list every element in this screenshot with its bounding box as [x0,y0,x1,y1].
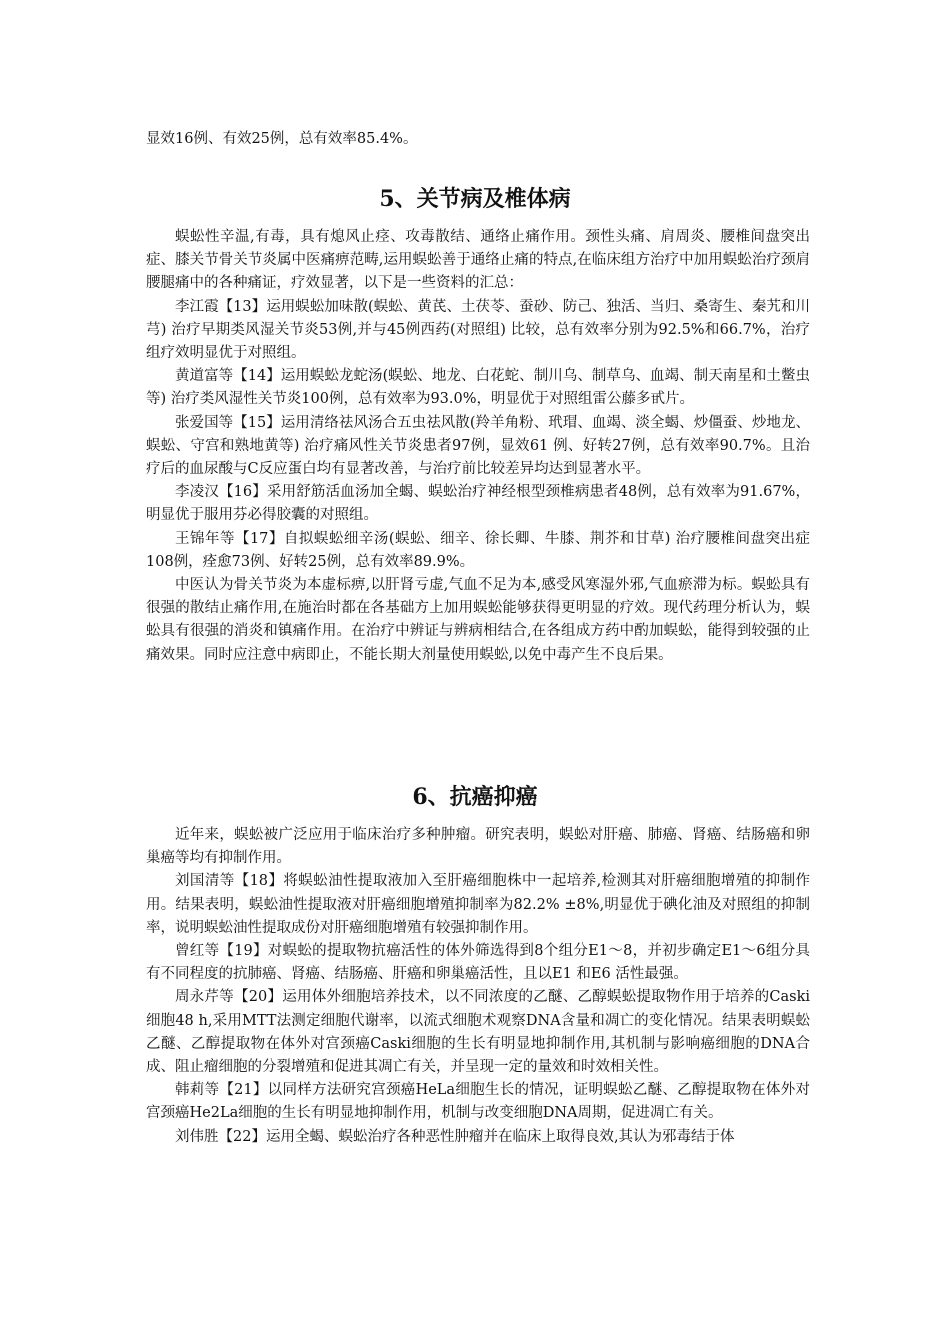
paragraph: 中医认为骨关节炎为本虚标痹,以肝肾亏虚,气血不足为本,感受风寒湿外邪,气血瘀滞为标。蜈蚣具有很强的散结止痛作用,在施治时都在各基础方上加用蜈蚣能够获得更明显的疗效。现代药理分析认为，蜈蚣具有很强的消炎和镇痛作用。在治疗中辨证与辨病相结合,在各组成方药中酌加蜈蚣，能得到较强的止痛效果。同时应注意中病即止，不能长期大剂量使用蜈蚣,以免中毒产生不良后果。 [146,577,810,663]
section-6-title: 6、抗癌抑癌 [412,784,538,810]
paragraph: 近年来，蜈蚣被广泛应用于临床治疗多种肿瘤。研究表明，蜈蚣对肝癌、肺癌、肾癌、结肠癌和卵巢癌等均有抑制作用。 [146,827,810,867]
paragraph: 李江霞【13】运用蜈蚣加味散(蜈蚣、黄芪、土茯苓、蚕砂、防己、独活、当归、桑寄生、秦艽和川芎) 治疗早期类风湿关节炎53例,并与45例西药(对照组) 比较，总有效率分别为92.5%和66.7%，治疗组疗效明显优于对照组。 [146,298,810,362]
paragraph: 王锦年等【17】自拟蜈蚣细辛汤(蜈蚣、细辛、徐长卿、牛膝、荆芥和甘草) 治疗腰椎间盘突出症108例，痊愈73例、好转25例，总有效率89.9%。 [146,530,810,570]
paragraph: 李凌汉【16】采用舒筋活血汤加全蝎、蜈蚣治疗神经根型颈椎病患者48例，总有效率为91.67%，明显优于服用芬必得胶囊的对照组。 [146,484,810,524]
continuation-block [146,128,810,151]
paragraph: 曾红等【19】对蜈蚣的提取物抗癌活性的体外筛选得到8个组分E1～8，并初步确定E1～6组分具有不同程度的抗肺癌、肾癌、结肠癌、肝癌和卵巢癌活性，且以E1 和E6 活性最强。 [146,943,810,983]
continuation-line: 显效16例、有效25例，总有效率85.4%。 [146,131,418,147]
paragraph: 蜈蚣性辛温,有毒，具有熄风止痉、攻毒散结、通络止痛作用。颈性头痛、肩周炎、腰椎间盘突出症、膝关节骨关节炎属中医痛痹范畴,运用蜈蚣善于通络止痛的特点,在临床组方治疗中加用蜈蚣治疗颈肩腰腿痛中的各种痛证，疗效显著，以下是一些资料的汇总： [146,229,810,292]
paragraph: 周永芹等【20】运用体外细胞培养技术，以不同浓度的乙醚、乙醇蜈蚣提取物作用于培养的Caski细胞48 h,采用MTT法测定细胞代谢率，以流式细胞术观察DNA含量和凋亡的变化情况。结果表明蜈蚣乙醚、乙醇提取物在体外对宫颈癌Caski细胞的生长有明显地抑制作用,其机制与影响癌细胞的DNA合成、阻止瘤细胞的分裂增殖和促进其凋亡有关，并呈现一定的量效和时效相关性。 [146,989,810,1076]
section-6-body [146,824,810,1149]
paragraph: 黄道富等【14】运用蜈蚣龙蛇汤(蜈蚣、地龙、白花蛇、制川乌、制草乌、血竭、制天南星和土鳖虫等) 治疗类风湿性关节炎100例，总有效率为93.0%，明显优于对照组雷公藤多甙片。 [146,368,810,408]
paragraph: 韩莉等【21】以同样方法研究宫颈癌HeLa细胞生长的情况，证明蜈蚣乙醚、乙醇提取物在体外对宫颈癌He2La细胞的生长有明显地抑制作用，机制与改变细胞DNA周期，促进凋亡有关。 [146,1082,810,1122]
paragraph: 刘伟胜【22】运用全蝎、蜈蚣治疗各种恶性肿瘤并在临床上取得良效,其认为邪毒结于体 [175,1128,735,1145]
paragraph: 刘国清等【18】将蜈蚣油性提取液加入至肝癌细胞株中一起培养,检测其对肝癌细胞增殖的抑制作用。结果表明，蜈蚣油性提取液对肝癌细胞增殖抑制率为82.2% ±8%,明显优于碘化油及对照组的抑制率，说明蜈蚣油性提取成份对肝癌细胞增殖有较强抑制作用。 [146,873,810,936]
paragraph: 张爱国等【15】运用清络祛风汤合五虫祛风散(羚羊角粉、玳瑁、血竭、淡全蝎、炒僵蚕、炒地龙、蜈蚣、守宫和熟地黄等) 治疗痛风性关节炎患者97例，显效61 例、好转27例，总有效率90.7%。且治疗后的血尿酸与C反应蛋白均有显著改善，与治疗前比较差异均达到显著水平。 [146,414,810,478]
section-5-body [146,226,810,667]
section-5-title: 5、关节病及椎体病 [379,186,571,212]
